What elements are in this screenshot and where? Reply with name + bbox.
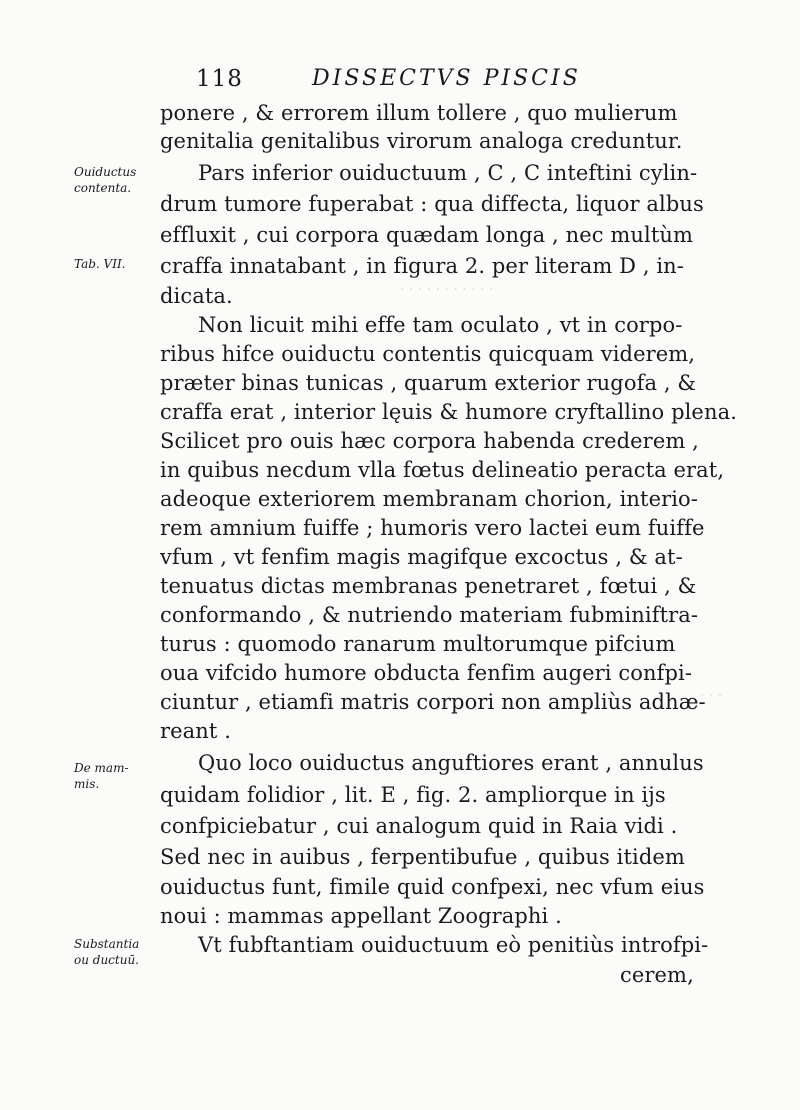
text-line: dicata.: [160, 284, 233, 308]
text-line: confpiciebatur , cui analogum quid in Raia vidi .: [160, 814, 678, 838]
text-line: præter binas tunicas , quarum exterior rugofa , &: [160, 371, 697, 395]
margin-note-line: Ouiductus: [74, 165, 137, 179]
text-line: reant .: [160, 719, 232, 743]
text-line: ciuntur , etiamfi matris corpori non ampliùs adhæ-: [160, 690, 706, 714]
text-line: craffa innatabant , in figura 2. per literam D , in-: [160, 254, 685, 278]
text-line: oua vifcido humore obducta fenfim augeri confpi-: [160, 661, 693, 685]
text-line: Quo loco ouiductus anguftiores erant , annulus: [198, 751, 704, 775]
running-title: DISSECTVS PISCIS: [312, 66, 581, 91]
text-line: Pars inferior ouiductuum , C , C inteftini cylin-: [198, 161, 698, 185]
text-line: vfum , vt fenfim magis magifque excoctus , & at-: [160, 545, 683, 569]
text-line: ponere , & errorem illum tollere , quo mulierum: [160, 101, 678, 125]
page-header: [196, 66, 636, 96]
bleed-through-texture: · · ·: [700, 688, 723, 704]
margin-note-line: Tab. VII.: [74, 257, 126, 271]
bleed-through-texture: · · · · · · · · · · ·: [400, 282, 494, 298]
text-line: drum tumore fuperabat : qua diffecta, liquor albus: [160, 192, 704, 216]
text-line: quidam folidior , lit. E , fig. 2. ampliorque in ijs: [160, 783, 666, 807]
text-line: tenuatus dictas membranas penetraret , fœtui , &: [160, 574, 697, 598]
margin-note-line: contenta.: [74, 181, 132, 195]
text-line: adeoque exteriorem membranam chorion, interio-: [160, 487, 698, 511]
page-number: 118: [196, 66, 243, 92]
text-line: Non licuit mihi effe tam oculato , vt in corpo-: [198, 313, 683, 337]
margin-note: [74, 760, 129, 792]
margin-note-line: mis.: [74, 777, 100, 791]
text-line: in quibus necdum vlla fœtus delineatio peracta erat,: [160, 458, 725, 482]
margin-note-line: ou ductuū.: [74, 953, 139, 967]
margin-note: [74, 256, 126, 272]
text-line: Sed nec in auibus , ferpentibufue , quibus itidem: [160, 845, 685, 869]
margin-note-line: De mam-: [74, 761, 129, 775]
text-line: effluxit , cui corpora quædam longa , nec multùm: [160, 223, 694, 247]
text-line: noui : mammas appellant Zoographi .: [160, 904, 562, 928]
text-line: Vt fubftantiam ouiductuum eò penitiùs introfpi-: [198, 933, 709, 957]
text-line: genitalia genitalibus virorum analoga creduntur.: [160, 129, 683, 153]
text-line: rem amnium fuiffe ; humoris vero lactei eum fuiffe: [160, 516, 705, 540]
text-line: cerem,: [620, 963, 694, 987]
text-line: Scilicet pro ouis hæc corpora habenda crederem ,: [160, 429, 699, 453]
margin-note: [74, 936, 139, 968]
text-line: conformando , & nutriendo materiam fubminiftra-: [160, 603, 699, 627]
text-line: turus : quomodo ranarum multorumque pifcium: [160, 632, 676, 656]
text-line: craffa erat , interior lęuis & humore cryftallino plena.: [160, 400, 737, 424]
text-line: ribus hifce ouiductu contentis quicquam viderem,: [160, 342, 696, 366]
text-line: ouiductus funt, fimile quid confpexi, nec vfum eius: [160, 875, 705, 899]
margin-note-line: Substantia: [74, 937, 140, 951]
margin-note: [74, 164, 136, 196]
